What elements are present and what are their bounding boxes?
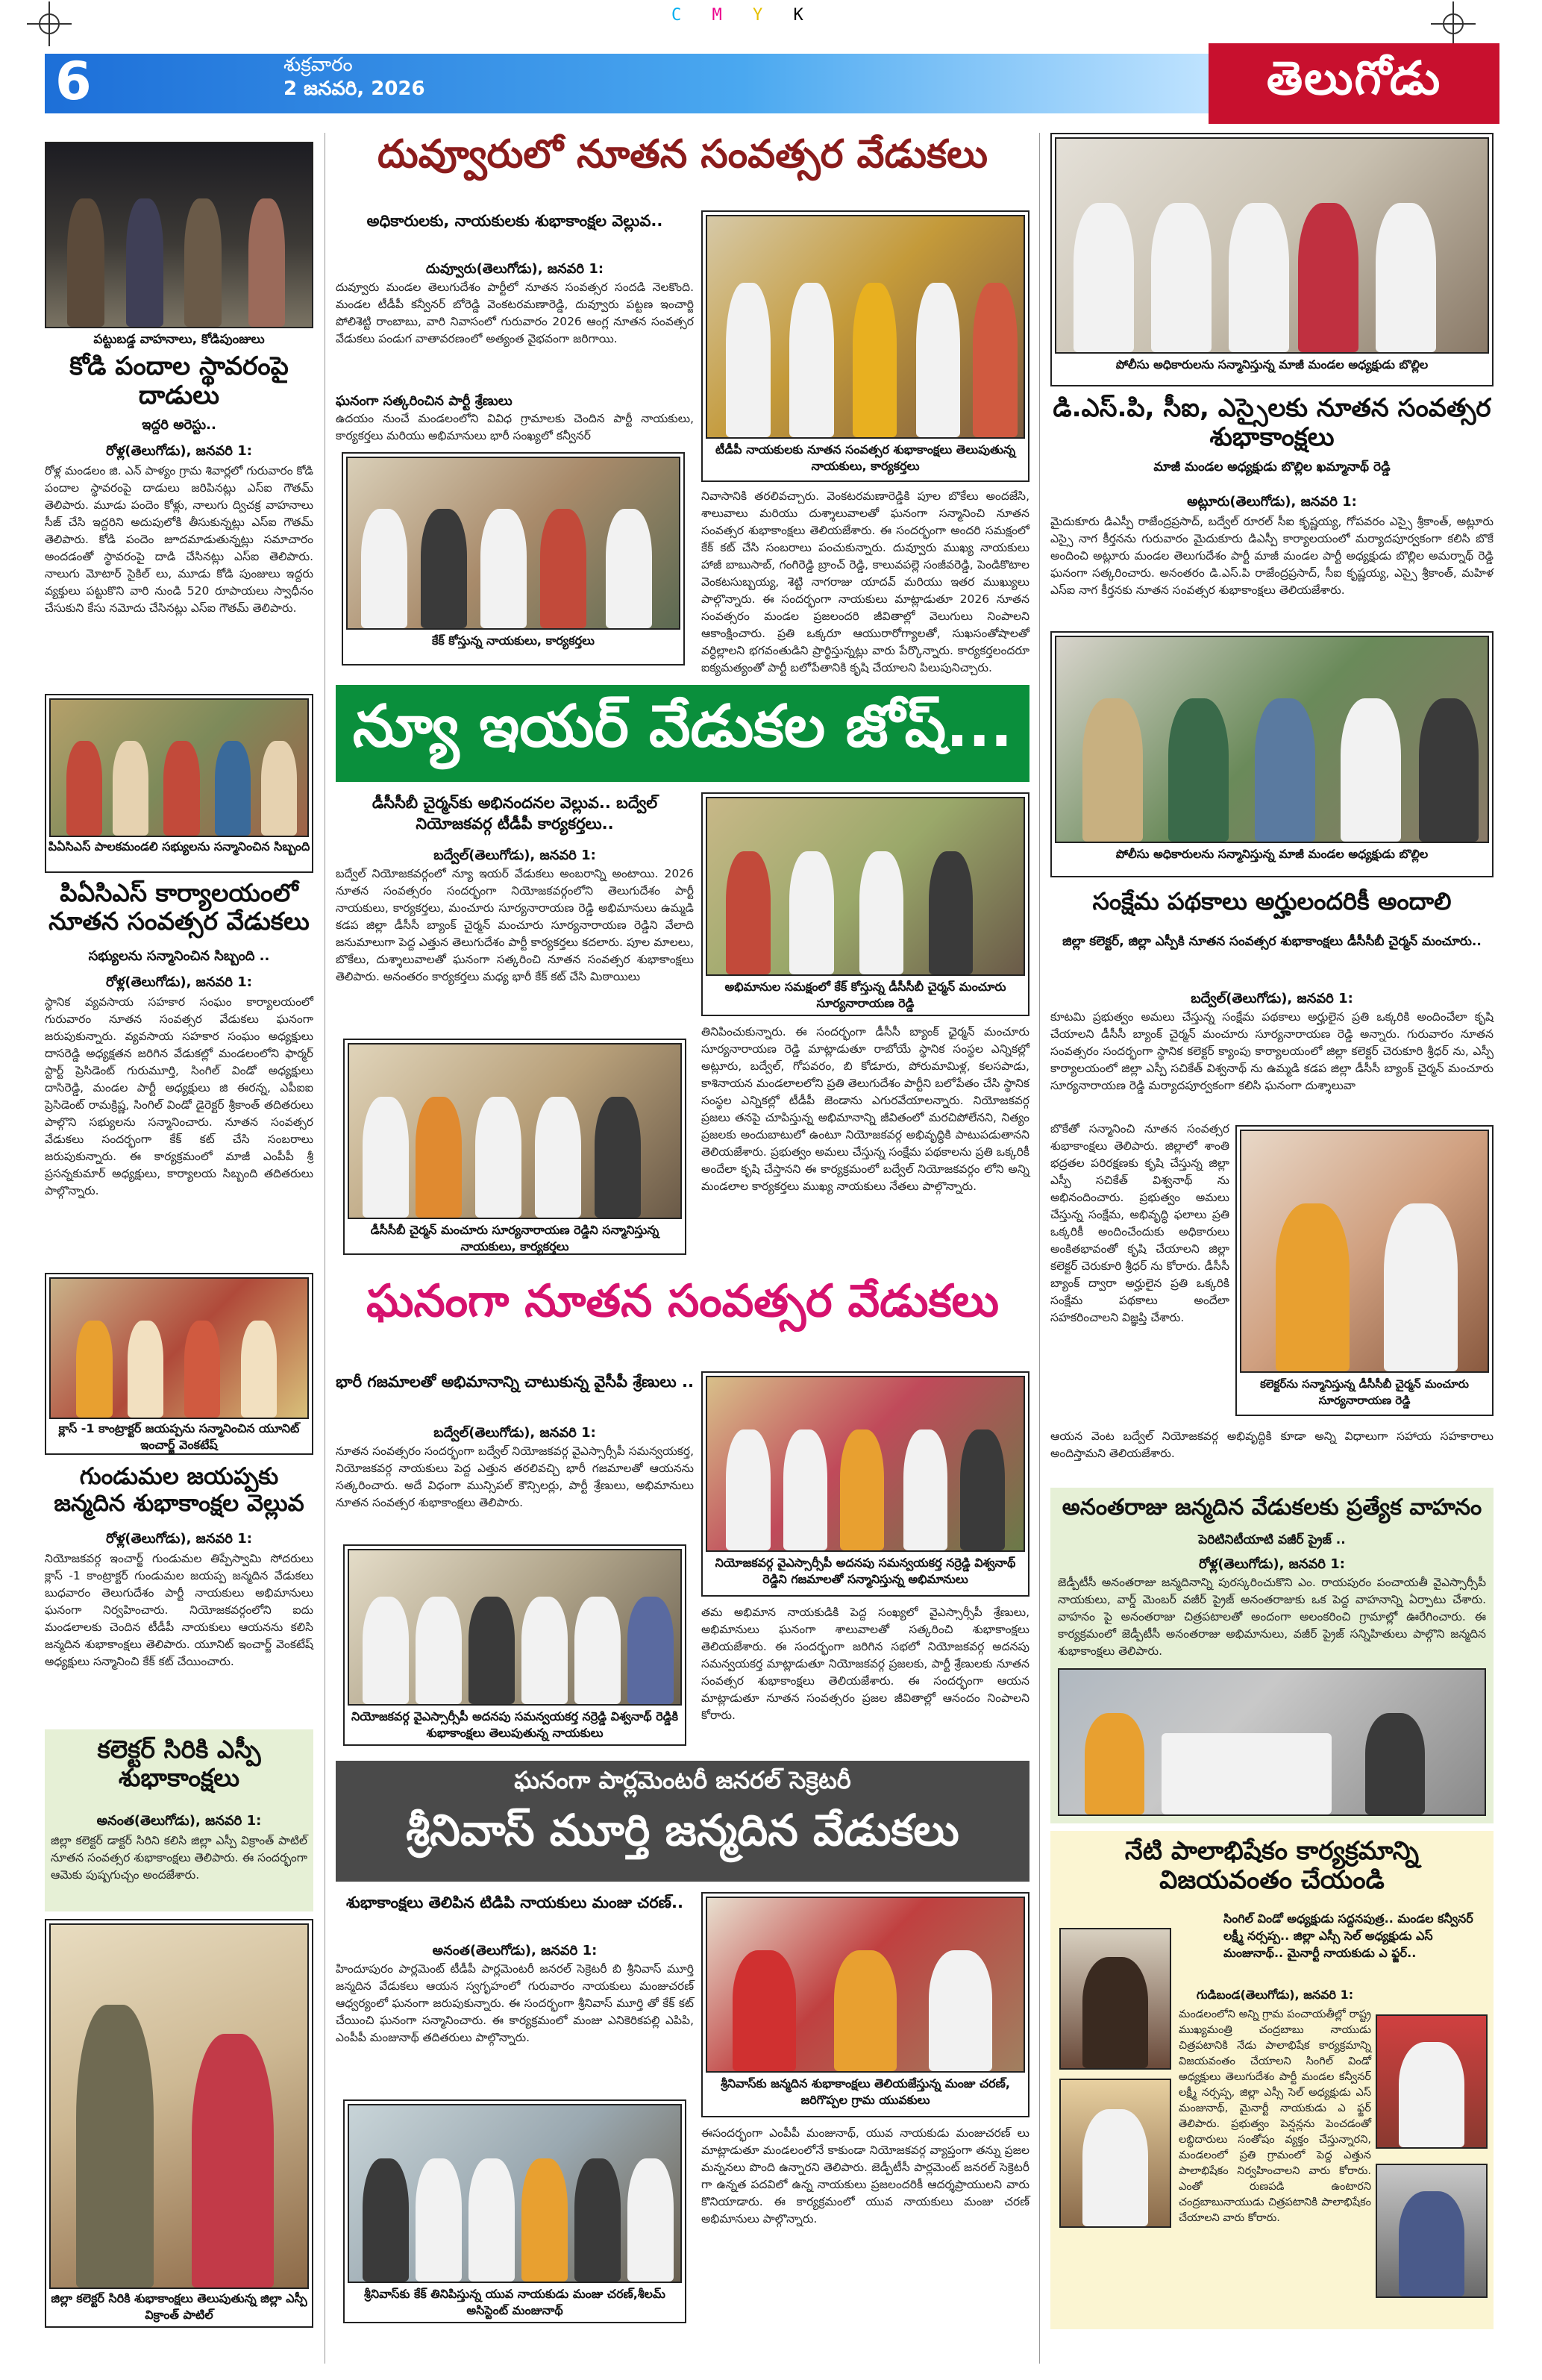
col2-s1-sub: అధికారులకు, నాయకులకు శుభాకాంక్షల వెల్లువ..	[366, 212, 663, 230]
page-number: 6	[55, 51, 92, 112]
col1-story3-headline: గుండుమల జయప్పకు జన్మదిన శుభాకాంక్షల వెల్లువ	[54, 1463, 304, 1517]
col2-banner4-line1: ఘనంగా పార్లమెంటరీ జనరల్ సెక్రెటరీ	[514, 1766, 851, 1794]
col2-s2-sub: డీసీసీబీ చైర్మన్‌కు అభినందనల వెల్లువ.. బద్వేల్ నియోజకవర్గ టీడీపీ కార్యకర్తలు..	[372, 794, 658, 833]
col3-story2-body2: బొకేతో సన్మానించి నూతన సంవత్సర శుభాకాంక్షలు తెలిపారు. జిల్లాలో శాంతి భద్రతల పరిరక్షణకు కృషి చేస్తున్న జిల్లా ఎస్పీ సచికేత్ విశ్వనాథ్ ను అభినందించారు. ప్రభుత్వం అమలు చేస్తున్న సంక్షేమ, అభివృద్ధి ఫలాలు ప్రతి ఒక్కరికీ అందించేందుకు అధికారులు అంకితభావంతో కృషి చేయాలని జిల్లా కలెక్టర్ చెరుకూరి శ్రీధర్ ను కోరారు. డీసీసీ బ్యాంక్ ద్వారా అర్హులైన ప్రతి ఒక్కరికి సంక్షేమ పథకాలు అందేలా సహకరించాలని విజ్ఞప్తి చేశారు.	[1050, 1122, 1229, 1324]
col1-photo-3-caption: క్లాస్ -1 కాంట్రాక్టర్ జయప్పను సన్మానించిన యూనిట్ ఇంచార్జ్ వెంకటేష్	[58, 1421, 300, 1452]
col3-portrait-4	[1376, 2164, 1488, 2298]
col2-s3-body2: తమ అభిమాన నాయకుడికి పెద్ద సంఖ్యలో వైఎస్సార్సీపీ శ్రేణులు, అభిమానులు ఘనంగా శాలువాలతో సత్కరించి శుభాకాంక్షలు తెలియజేశారు. ఈ సందర్భంగా జరిగిన సభలో నియోజకవర్గ అదనపు సమన్వయకర్త మాట్లాడుతూ నియోజకవర్గ ప్రజలకు, పార్టీ శ్రేణులకు నూతన సంవత్సర శుభాకాంక్షలు తెలియజేశారు. ఈ సందర్భంగా ఆయన మాట్లాడుతూ నూతన సంవత్సరం ప్రజల జీవితాల్లో ఆనందం నింపాలని కోరారు.	[701, 1606, 1029, 1722]
col2-s2-body2: తినిపించుకున్నారు. ఈ సందర్భంగా డీసీసీ బ్యాంక్ ఛైర్మన్ మంచూరు సూర్యనారాయణ రెడ్డి మాట్లాడుతూ రాబోయే స్థానిక సంస్థల ఎన్నికల్లో అట్లూరు, బద్వేల్, గోపవరం, బి కోడూరు, పోరుమామిళ్ల, కలసపాడు, కాశినాయన మండలాలలోని ప్రతి తెలుగుదేశం పార్టీని బలోపేతం చేసి స్థానిక సంస్థల ఎన్నికల్లో టీడీపీ జెండాను ఎగురవేయాలన్నారు. నియోజకవర్గ ప్రజలు తనపై చూపిస్తున్న అభిమానాన్ని జీవితంలో మరచిపోలేనని, నిత్యం ప్రజలకు అందుబాటులో ఉంటూ నియోజకవర్గ అభివృద్ధికి పాటుపడుతానని తెలియజేశారు. ప్రభుత్వం అమలు చేస్తున్న సంక్షేమ పథకాలను ప్రతి ఒక్కరికీ అందేలా కృషి చేస్తానని ఈ కార్యక్రమంలో బద్వేల్ నియోజకవర్గం లోని అన్ని మండలాల కార్యకర్తలు ముఖ్య నాయకులు నేతలు పాల్గొన్నారు.	[701, 1025, 1029, 1193]
col3-story1-body: మైదుకూరు డిఎస్పీ రాజేంద్రప్రసాద్, బద్వేల్ రూరల్ సీఐ కృష్ణయ్య, గోపవరం ఎస్సై శ్రీకాంత్, అట్లూరు ఎస్సై నాగ కీర్తనను గురువారం మైదుకూరు డిఎస్పీ కార్యాలయంలో మర్యాదపూర్వకంగా కలిసి బొకే అందించి అట్లూరు మండల తెలుగుదేశం పార్టీ మాజీ మండల పార్టీ అధ్యక్షుడు బొల్లిల అమర్నాథ్ రెడ్డి ఘనంగా సత్కరించారు. అనంతరం డి.ఎస్.పి రాజేంద్రప్రసాద్, సీఐ కృష్ణయ్య, ఎస్సై శ్రీకాంత్, మహిళ ఎస్ఐ నాగ కీర్తనకు నూతన సంవత్సర శుభాకాంక్షలు తెలియజేశారు.	[1050, 515, 1494, 597]
col2-banner3-headline: ఘనంగా నూతన సంవత్సర వేడుకలు	[366, 1275, 999, 1327]
col1-photo-1	[45, 142, 313, 328]
col3-story3-body: జెడ్పీటీసీ అనంతరాజు జన్మదినాన్ని పురస్కరించుకొని ఎం. రాయపురం పంచాయతీ వైఎస్సార్సీపీ నాయకులు, వార్డ్ మెంబర్ వజీర్ ప్రైజ్ అనంతరాజుకు ఒక పెద్ద వాహనాన్ని ఏర్పాటు చేశారు. వాహనం పై అనంతరాజు చిత్రపటాలతో అందంగా అలంకరించి గ్రామాల్లో ఊరేగించారు. ఈ కార్యక్రమంలో జెడ్పీటీసీ అనంతరాజు అభిమానులు, వజీర్ ప్రైజ్ సన్నిహితులు పాల్గొని జన్మదిన శుభాకాంక్షలు తెలిపారు.	[1058, 1576, 1486, 1658]
col2-photo-h	[706, 1897, 1025, 2073]
col3-story1-sub: మాజీ మండల అధ్యక్షుడు బొల్లిల ఖమ్మానాథ్ రెడ్డి	[1153, 460, 1391, 475]
col3-story3-sub: పెరిటినిటీయాటి వజీర్ ప్రైజ్ ..	[1198, 1532, 1346, 1547]
col3-story2-body1: కూటమి ప్రభుత్వం అమలు చేస్తున్న సంక్షేమ పథకాలు అర్హులైన ప్రతి ఒక్కరికి అందించేలా కృషి చేయాలని డీసీసీ బ్యాంక్ చైర్మన్ మంచూరు సూర్యనారాయణ రెడ్డి అన్నారు. గురువారం నూతన సంవత్సరం సందర్భంగా స్థానిక కలెక్టర్ క్యాంపు కార్యాలయంలో జిల్లా కలెక్టర్ చెరుకూరి శ్రీధర్ ను, ఎస్పీ కార్యాలయంలో జిల్లా ఎస్పీ సచికేత్ విశ్వనాథ్ ను ఉమ్మడి కడప జిల్లా డీసీసీ బ్యాంక్ చైర్మన్ మంచూరు సూర్యనారాయణ రెడ్డి మర్యాదపూర్వకంగా కలిసి ఘనంగా దుశ్శాలువా	[1050, 1010, 1494, 1092]
cmyk-k: K	[793, 6, 814, 25]
col2-photo-c	[706, 797, 1025, 976]
col2-photo-e	[348, 1549, 682, 1706]
cmyk-c: C	[671, 6, 692, 25]
col2-photo-e-caption: నియోజకవర్గ వైఎస్సార్సీపీ అదనపు సమన్వయకర్త నర్రెడ్డి విశ్వనాథ్ రెడ్డికి శుభాకాంక్షలు తెలుపుతున్న నాయకులు	[351, 1709, 678, 1740]
col3-photo-2-caption: పోలీసు అధికారులను సన్మానిస్తున్న మాజీ మండల అధ్యక్షుడు బొల్లిల	[1115, 847, 1429, 861]
col1-story4-headline: కలెక్టర్ సిరికి ఎస్పీ శుభాకాంక్షలు	[97, 1735, 261, 1792]
col2-photo-d-caption: డీసీసీబీ చైర్మన్ మంచూరు సూర్యనారాయణ రెడ్డిని సన్మానిస్తున్న నాయకులు, కార్యకర్తలు	[370, 1223, 659, 1253]
col2-s4-body1: హిందూపురం పార్లమెంట్ టీడీపీ పార్లమెంటరీ జనరల్ సెక్రెటరీ బి శ్రీనివాస్ మూర్తి జన్మదిన వేడుకలు ఆయన స్వగృహంలో గురువారం నాయకులు మంజుచరణ్ ఆధ్వర్యంలో ఘనంగా జరుపుకున్నారు. ఈ సందర్భంగా శ్రీనివాస్ మూర్తి తో కేక్ కట్ చేయించి ఘనంగా సన్మానించారు. ఈ కార్యక్రమంలో మంజు ఎనికెరికపల్లి ఎపిపి, ఎంపీపీ మంజునాథ్ తదితరులు పాల్గొన్నారు.	[336, 1962, 694, 2044]
col2-s4-sub: శుభాకాంక్షలు తెలిపిన టిడిపి నాయకులు మంజు చరణ్..	[346, 1894, 683, 1911]
col1-story2-sub: సభ్యులను సన్మానించిన సిబ్బంది ..	[88, 948, 270, 964]
col3-story1-dateline: అట్లూరు(తెలుగోడు), జనవరి 1:	[1187, 494, 1357, 510]
col1-story3-body: నియోజకవర్గ ఇంచార్జ్ గుండుమల తిప్పేస్వామి సోదరులు క్లాస్ -1 కాంట్రాక్టర్ గుండుమల జయప్ప జన్మదిన వేడుకలు బుధవారం తెలుగుదేశం పార్టీ నాయకులు అభిమానులు ఘనంగా నిర్వహించారు. నియోజకవర్గంలోని ఐదు మండలాలకు చెందిన టీడీపీ నాయకులు ఆయనను కలిసి జన్మదిన శుభాకాంక్షలు తెలిపారు. యూనిట్ ఇంచార్జ్ వెంకటేష్ అధ్యక్షులు సన్మానించి కేక్ కట్ చేయించారు.	[45, 1552, 313, 1668]
col2-banner1-headline: దువ్వూరులో నూతన సంవత్సర వేడుకలు	[377, 132, 988, 177]
col2-photo-f	[706, 1376, 1025, 1552]
col2-photo-f-caption: నియోజకవర్గ వైఎస్సార్సీపీ అదనపు సమన్వయకర్త నర్రెడ్డి విశ్వనాథ్ రెడ్డిని గజమాలతో సన్మానిస్తున్న అభిమానులు	[715, 1556, 1016, 1586]
col1-photo-1-caption: పట్టుబడ్డ వాహనాలు, కోడిపుంజులు	[93, 332, 265, 347]
col3-photo-1-caption: పోలీసు అధికారులను సన్మానిస్తున్న మాజీ మండల అధ్యక్షుడు బొల్లిల	[1115, 357, 1429, 372]
col1-photo-3	[49, 1277, 309, 1419]
col2-banner2	[336, 685, 1029, 782]
col3-photo-3-caption: కలెక్టర్‌ను సన్మానిస్తున్న డీసీసీబీ చైర్మన్ మంచూరు సూర్యనారాయణ రెడ్డి	[1260, 1377, 1469, 1407]
col2-s4-dateline: అనంత(తెలుగోడు), జనవరి 1:	[432, 1943, 598, 1958]
col2-s2-body1: బద్వేల్ నియోజకవర్గంలో న్యూ ఇయర్ వేడుకలు అంబరాన్ని అంటాయి. 2026 నూతన సంవత్సరం సందర్భంగా నియోజకవర్గంలోని తెలుగుదేశం పార్టీ నాయకులు, కార్యకర్తలు, మంచూరు సూర్యనారాయణ రెడ్డి అభిమానులు ఉమ్మడి కడప జిల్లా డీసీసీ బ్యాంక్ చైర్మన్ మంచూరు సూర్యనారాయణ రెడ్డిని వేలాది జనుమాలుగా పెద్ద ఎత్తున తెలుగుదేశం పార్టీ కార్యకర్తలు కదలారు. పూల మాలలు, బొకేలు, దుశ్శాలువాలతో ఘనంగా సత్కరించి నూతన సంవత్సర శుభాకాంక్షలు తెలిపారు. అనంతరం కార్యకర్తలు మధ్య భారీ కేక్ కట్ చేసి మిఠాయిలు	[336, 867, 694, 983]
registration-mark-left	[27, 1, 72, 46]
col3-story1-headline: డి.ఎస్.పి, సీఐ, ఎస్సైలకు నూతన సంవత్సర శుభాకాంక్షలు	[1053, 393, 1491, 453]
registration-mark-right	[1431, 1, 1476, 46]
col3-photo-2	[1055, 636, 1489, 843]
cmyk-y: Y	[753, 6, 774, 25]
col2-photo-h-caption: శ్రీనివాస్‌కు జన్మదిన శుభాకాంక్షలు తెలియజేస్తున్న మంజు చరణ్, జరిగొప్పల గ్రామ యువకులు	[721, 2076, 1010, 2107]
col1-story2-dateline: రోళ్ల(తెలుగోడు), జనవరి 1:	[106, 974, 252, 990]
col2-s2-dateline: బద్వేల్(తెలుగోడు), జనవరి 1:	[433, 848, 596, 863]
col2-s4-body2: ఈసందర్భంగా ఎంపీపీ మంజునాథ్, యువ నాయకుడు మంజుచరణ్ లు మాట్లాడుతూ మండలంలోనే కాకుండా నియోజకవర్గ వ్యాప్తంగా తన్ను ప్రజల మన్ననలు పొంది ఉన్నారని తెలిపారు. జెడ్పీటీసీ పార్లమెంట్ జనరల్ సెక్రెటరీ గా ఉన్నత పదవిలో ఉన్న నాయకులు ప్రజలందరికీ ఆదర్శప్రాయులని వారు కొనియాడారు. ఈ కార్యక్రమంలో యువ నాయకులు మంజు చరణ్ అభిమానులు పాల్గొన్నారు.	[701, 2126, 1029, 2226]
column-rule-2	[1039, 133, 1040, 2364]
col2-s1-body2: ఉదయం నుంచే మండలంలోని వివిధ గ్రామాలకు చెందిన పార్టీ నాయకులు, కార్యకర్తలు మరియు అభిమానులు భారీ సంఖ్యలో కన్వీనర్	[336, 412, 694, 442]
col1-photo-4	[49, 1923, 309, 2289]
col2-photo-a	[706, 215, 1025, 439]
masthead-bar	[45, 54, 1209, 113]
col1-story4-body: జిల్లా కలెక్టర్ డాక్టర్ సిరిని కలిసి జిల్లా ఎస్పీ విక్రాంత్ పాటిల్ నూతన సంవత్సర శుభాకాంక్షలు తెలిపారు. ఈ సందర్భంగా ఆమెకు పుష్పగుచ్చం అందజేశారు.	[51, 1834, 307, 1882]
col1-story1-dateline: రోళ్ల(తెలుగోడు), జనవరి 1:	[106, 443, 252, 459]
col2-photo-g	[348, 2104, 682, 2283]
col3-portrait-3	[1376, 2014, 1488, 2149]
col3-photo-3	[1240, 1130, 1489, 1373]
col3-portrait-2	[1059, 2079, 1171, 2228]
col2-s3-dateline: బద్వేల్(తెలుగోడు), జనవరి 1:	[433, 1425, 596, 1441]
col3-story4-body: మండలంలోని అన్ని గ్రామ పంచాయతీల్లో రాష్ట్ర ముఖ్యమంత్రి చంద్రబాబు నాయుడు చిత్రపటానికి నేడు పాలాభిషేక కార్యక్రమాన్ని విజయవంతం చేయాలని సింగిల్ విండో అధ్యక్షులు తెలుగుదేశం పార్టీ మండల కన్వీనర్ లక్ష్మీ నర్సప్ప, జిల్లా ఎస్సీ సెల్ అధ్యక్షుడు ఎస్ మంజునాథ్, మైనార్టీ నాయకుడు ఎ ఫ్జర్ తెలిపారు. ప్రభుత్వం పెన్షన్లను పెంచడంతో లబ్ధిదారులు సంతోషం వ్యక్తం చేస్తున్నారని, మండలంలో ప్రతి గ్రామంలో పెద్ద ఎత్తున పాలాభిషేకం నిర్వహించాలని వారు కోరారు. ఎంతో రుణపడి ఉంటారని చంద్రబాబునాయుడు చిత్రపటానికి పాలాభిషేకం చేయాలని వారు కోరారు.	[1179, 2008, 1371, 2224]
col1-photo-4-caption: జిల్లా కలెక్టర్ సిరికి శుభాకాంక్షలు తెలుపుతున్న జిల్లా ఎస్పీ విక్రాంత్ పాటిల్	[51, 2291, 307, 2322]
col2-s1-dateline: దువ్వూరు(తెలుగోడు), జనవరి 1:	[425, 261, 604, 277]
col3-story2-sub: జిల్లా కలెక్టర్, జిల్లా ఎస్పీకి నూతన సంవత్సర శుభాకాంక్షలు డీసీసీబీ చైర్మన్ మంచూరు..	[1062, 934, 1482, 949]
col1-story2-headline: పిఏసిఎస్ కార్యాలయంలో నూతన సంవత్సర వేడుకలు	[48, 878, 310, 936]
col1-story4-dateline: అనంత(తెలుగోడు), జనవరి 1:	[96, 1813, 262, 1829]
col2-photo-b-caption: కేక్ కోస్తున్న నాయకులు, కార్యకర్తలు	[432, 633, 595, 648]
masthead-day: శుక్రవారం	[283, 54, 353, 76]
col3-story4-headline: నేటి పాలాభిషేకం కార్యక్రమాన్ని విజయవంతం చేయండి	[1124, 1836, 1420, 1896]
col3-photo-4	[1058, 1668, 1486, 1816]
col2-photo-a-caption: టీడీపీ నాయకులకు నూతన సంవత్సర శుభాకాంక్షలు తెలుపుతున్న నాయకులు, కార్యకర్తలు	[715, 442, 1016, 473]
col3-photo-1	[1055, 137, 1489, 354]
masthead	[45, 43, 1499, 124]
col3-story3-headline: అనంతరాజు జన్మదిన వేడుకలకు ప్రత్యేక వాహనం	[1062, 1494, 1482, 1521]
col1-story3-dateline: రోళ్ల(తెలుగోడు), జనవరి 1:	[106, 1531, 252, 1547]
col3-story4-dateline: గుడిబండ(తెలుగోడు), జనవరి 1:	[1196, 1988, 1354, 2002]
col2-s1-body3: నివాసానికి తరలివచ్చారు. వెంకటరమణారెడ్డికి పూల బొకేలు అందజేసి, శాలువాలు మరియు దుశ్శాలువాలతో ఘనంగా సన్మానించి నూతన సంవత్సర శుభాకాంక్షలు తెలియజేశారు. ఈ సందర్భంగా అందరి సమక్షంలో కేక్ కట్ చేసి సంబరాలు పంచుకున్నారు. దువ్వూరు ముఖ్య నాయకులు హాజీ బాబుసాబ్, గంగిరెడ్డి బ్రాంచ్ రెడ్డి, కాలువపల్లె సంజీవరెడ్డి, పెండికొటాల వెంకటసుబ్బయ్య, శెట్టి నాగరాజు యాదవ్ మరియు ఇతర ముఖ్యులు పాల్గొన్నారు. ఈ సందర్భంగా నాయకులు మాట్లాడుతూ 2026 నూతన సంవత్సరం మండల ప్రజలందరి జీవితాల్లో వెలుగులు నింపాలని ఆకాంక్షించారు. ప్రతి ఒక్కరూ ఆయురారోగ్యాలతో, సుఖసంతోషాలతో వర్ధిల్లాలని భగవంతుడిని ప్రార్థిస్తున్నట్లు వారు పేర్కొన్నారు. కార్యకర్తలందరూ ఐక్యమత్యంతో పార్టీ బలోపేతానికి కృషి చేయాలని పిలుపునిచ్చారు.	[701, 489, 1029, 674]
col2-photo-g-caption: శ్రీనివాస్‌కు కేక్ తినిపిస్తున్న యువ నాయకుడు మంజు చరణ్,శీలమ్ అసిస్టెంట్ మంజునాథ్	[364, 2287, 665, 2317]
col2-banner2-headline: న్యూ ఇయర్ వేడుకల జోష్...	[352, 692, 1013, 760]
col1-story2-body: స్థానిక వ్యవసాయ సహకార సంఘం కార్యాలయంలో గురువారం నూతన సంవత్సర వేడుకలు ఘనంగా జరుపుకున్నారు. వ్యవసాయ సహకార సంఘం అధ్యక్షులు దాసరెడ్డి అధ్యక్షతన జరిగిన వేడుకల్లో మండలంలోని ఫార్మర్ స్టార్ట్ ప్రెసిడెంట్ గురుమూర్తి, సింగిల్ విండో అధ్యక్షులు దాసిరెడ్డి, మండల పార్టీ అధ్యక్షులు జి ఈరన్న, ఎపీఐఐ ప్రెసిడెంట్ రామక్రిష్ణ, సింగిల్ విండో డైరెక్టర్ శ్రీకాంత్ తదితరులు పాల్గొని సభ్యులను సన్మానించారు. నూతన సంవత్సర వేడుకలు సందర్భంగా కేక్ కట్ చేసి సంబరాలు జరుపుకున్నారు. ఈ కార్యక్రమంలో మాజీ ఎంపీపీ శ్రీ ప్రసన్నకుమార్ అధ్యక్షులు, కార్యాలయ సిబ్బంది తదితరులు పాల్గొన్నారు.	[45, 995, 313, 1197]
col2-s3-body1: నూతన సంవత్సరం సందర్భంగా బద్వేల్ నియోజకవర్గ వైఎస్సార్సీపీ సమన్వయకర్త, నియోజకవర్గ నాయకులు పెద్ద ఎత్తున తరలివచ్చి భారీ గజమాలతో ఆయనను సత్కరించారు. అదే విధంగా మున్సిపల్ కౌన్సిలర్లు, పార్టీ శ్రేణులు, అభిమానులు నూతన సంవత్సర శుభాకాంక్షలు తెలిపారు.	[336, 1444, 694, 1509]
col3-story2-dateline: బద్వేల్(తెలుగోడు), జనవరి 1:	[1191, 991, 1353, 1006]
col3-story2-headline: సంక్షేమ పథకాలు అర్హులందరికీ అందాలి	[1092, 887, 1452, 915]
col2-s1-body1: దువ్వూరు మండల తెలుగుదేశం పార్టీలో నూతన సంవత్సర సందడి నెలకొంది. మండల టీడీపీ కన్వీనర్ బోరెడ్డి వెంకటరమణారెడ్డి, దువ్వూరు పట్టణ ఇంచార్జి పోలిశెట్టి రాంబాబు, వారి నివాసంలో గురువారం 2026 ఆంగ్ల నూతన సంవత్సర వేడుకలు పండుగ వాతావరణంలో అత్యంత వైభవంగా జరిగాయి.	[336, 281, 694, 345]
col2-photo-b	[346, 457, 680, 630]
cmyk-marks	[671, 6, 814, 25]
col1-story1-headline: కోడి పందాల స్థావరంపై దాడులు	[69, 351, 289, 411]
col2-photo-d	[348, 1043, 682, 1219]
col2-photo-c-caption: అభిమానుల సమక్షంలో కేక్ కోస్తున్న డీసీసీబీ చైర్మన్ మంచూరు సూర్యనారాయణ రెడ్డి	[724, 980, 1006, 1010]
col1-photo-2	[49, 698, 309, 837]
col3-story4-sub: సింగిల్ విండో అధ్యక్షుడు సద్దనపుత్ర.. మండల కన్వీనర్ లక్ష్మీ నర్సప్ప.. జిల్లా ఎస్సీ సెల్ అధ్యక్షుడు ఎస్ మంజునాథ్.. మైనార్టీ నాయకుడు ఎ ఫ్జర్..	[1223, 1911, 1473, 1960]
col3-story2-body3: ఆయన వెంట బద్వేల్ నియోజకవర్గ అభివృద్ధికి కూడా అన్ని విధాలుగా సహాయ సహకారాలు అందిస్తామని తెలియజేశారు.	[1050, 1429, 1494, 1460]
col1-story1-body: రోళ్ల మండలం జి. ఎన్ పాళ్యం గ్రామ శివార్లలో గురువారం కోడి పందాల స్థావరంపై దాడులు జరిపినట్లు ఎస్ఐ గౌతమ్ తెలిపారు. మూడు పందెం కోళ్లు, నాలుగు ద్విచక్ర వాహనాలు సీజ్ చేసి ఇద్దరిని అదుపులోకి తీసుకున్నట్లు ఎస్ఐ గౌతమ్ తెలిపారు. కోడి పందెం జూదమాడుతున్నట్లు సమాచారం అందడంతో స్థావరంపై దాడి చేసినట్లు ఎస్ఐ తెలిపారు. నాలుగు మోటార్ సైకిల్ లు, మూడు కోడి పుంజులు ఇద్దరు వ్యక్తులు పట్టుకొని వారి నుండి 520 రూపాయలు స్వాధీనం చేసుకుని కేసు నమోదు చేసినట్లు ఎస్ఐ గౌతమ్ తెలిపారు.	[45, 464, 313, 615]
masthead-date: 2 జనవరి, 2026	[283, 78, 425, 100]
col3-portrait-1	[1059, 1928, 1171, 2070]
brand-name: తెలుగోడు	[1266, 51, 1442, 105]
cmyk-m: M	[712, 6, 733, 25]
col2-s1-sub2: ఘనంగా సత్కరించిన పార్టీ శ్రేణులు	[336, 393, 513, 409]
col3-story3-dateline: రోళ్ల(తెలుగోడు), జనవరి 1:	[1199, 1556, 1345, 1572]
col2-banner4-line2: శ్రీనివాస్ మూర్తి జన్మదిన వేడుకలు	[406, 1805, 959, 1856]
col1-story1-sub: ఇద్దరి అరెస్టు..	[142, 417, 216, 433]
brand-logo	[1209, 43, 1499, 124]
col2-s3-sub: భారీ గజమాలతో అభిమానాన్ని చాటుకున్న వైసీపీ శ్రేణులు ..	[336, 1373, 694, 1391]
col1-photo-2-caption: పిఏసిఎస్ పాలకమండలి సభ్యులను సన్మానించిన సిబ్బంది	[48, 839, 310, 854]
